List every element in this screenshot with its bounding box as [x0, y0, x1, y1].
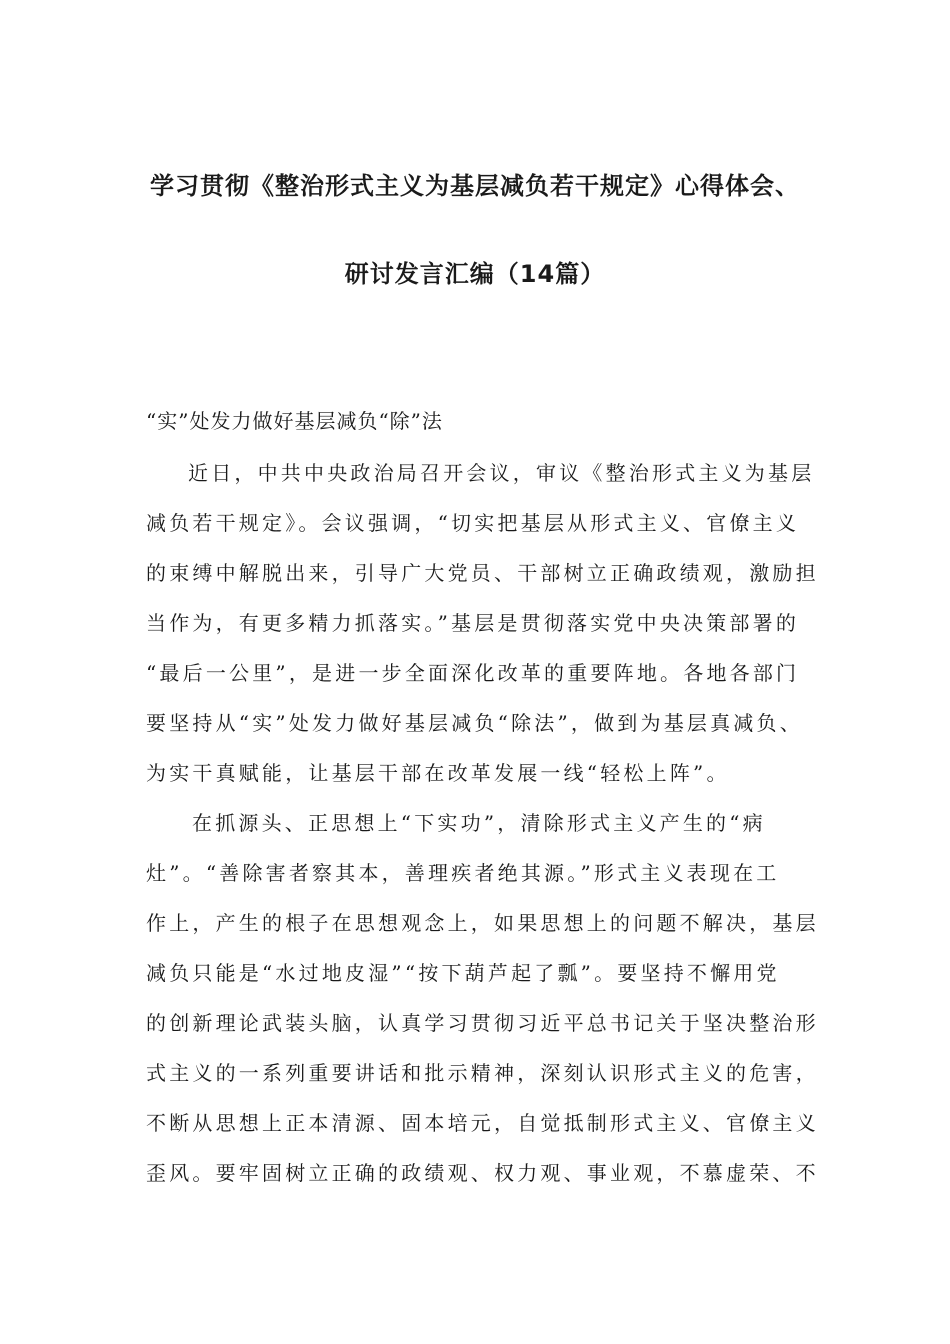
section-subheading: “实”处发力做好基层减负“除”法	[146, 409, 443, 433]
paragraph-1-line: 要坚持从“实”处发力做好基层减负“除法”，做到为基层真减负、	[146, 711, 803, 735]
paragraph-2-line: 不断从思想上正本清源、固本培元，自觉抵制形式主义、官僚主义	[146, 1111, 819, 1135]
document-title-line-1: 学习贯彻《整治形式主义为基层减负若干规定》心得体会、	[150, 172, 800, 200]
paragraph-2-line: 的创新理论武装头脑，认真学习贯彻习近平总书记关于坚决整治形	[146, 1011, 819, 1035]
paragraph-1-line: 减负若干规定》。会议强调，“切实把基层从形式主义、官僚主义	[146, 511, 800, 535]
paragraph-1-line: 近日，中共中央政治局召开会议，审议《整治形式主义为基层	[188, 461, 815, 485]
paragraph-2-line: 歪风。要牢固树立正确的政绩观、权力观、事业观，不慕虚荣、不	[146, 1161, 819, 1185]
paragraph-1-line: 为实干真赋能，让基层干部在改革发展一线“轻松上阵”。	[146, 761, 730, 785]
paragraph-1-line: 的束缚中解脱出来，引导广大党员、干部树立正确政绩观，激励担	[146, 561, 819, 585]
document-title-line-2: 研讨发言汇编（14篇）	[344, 260, 606, 288]
paragraph-2-line: 式主义的一系列重要讲话和批示精神，深刻认识形式主义的危害，	[146, 1061, 819, 1085]
paragraph-2-line: 减负只能是“水过地皮湿”“按下葫芦起了瓢”。要坚持不懈用党	[146, 961, 780, 985]
paragraph-1-line: “最后一公里”，是进一步全面深化改革的重要阵地。各地各部门	[146, 661, 800, 685]
paragraph-2-line: 在抓源头、正思想上“下实功”，清除形式主义产生的“病	[192, 811, 766, 835]
paragraph-2-line: 灶”。“善除害者察其本，善理疾者绝其源。”形式主义表现在工	[146, 861, 780, 885]
paragraph-1-line: 当作为，有更多精力抓落实。”基层是贯彻落实党中央决策部署的	[146, 611, 800, 635]
paragraph-2-line: 作上，产生的根子在思想观念上，如果思想上的问题不解决，基层	[146, 911, 819, 935]
